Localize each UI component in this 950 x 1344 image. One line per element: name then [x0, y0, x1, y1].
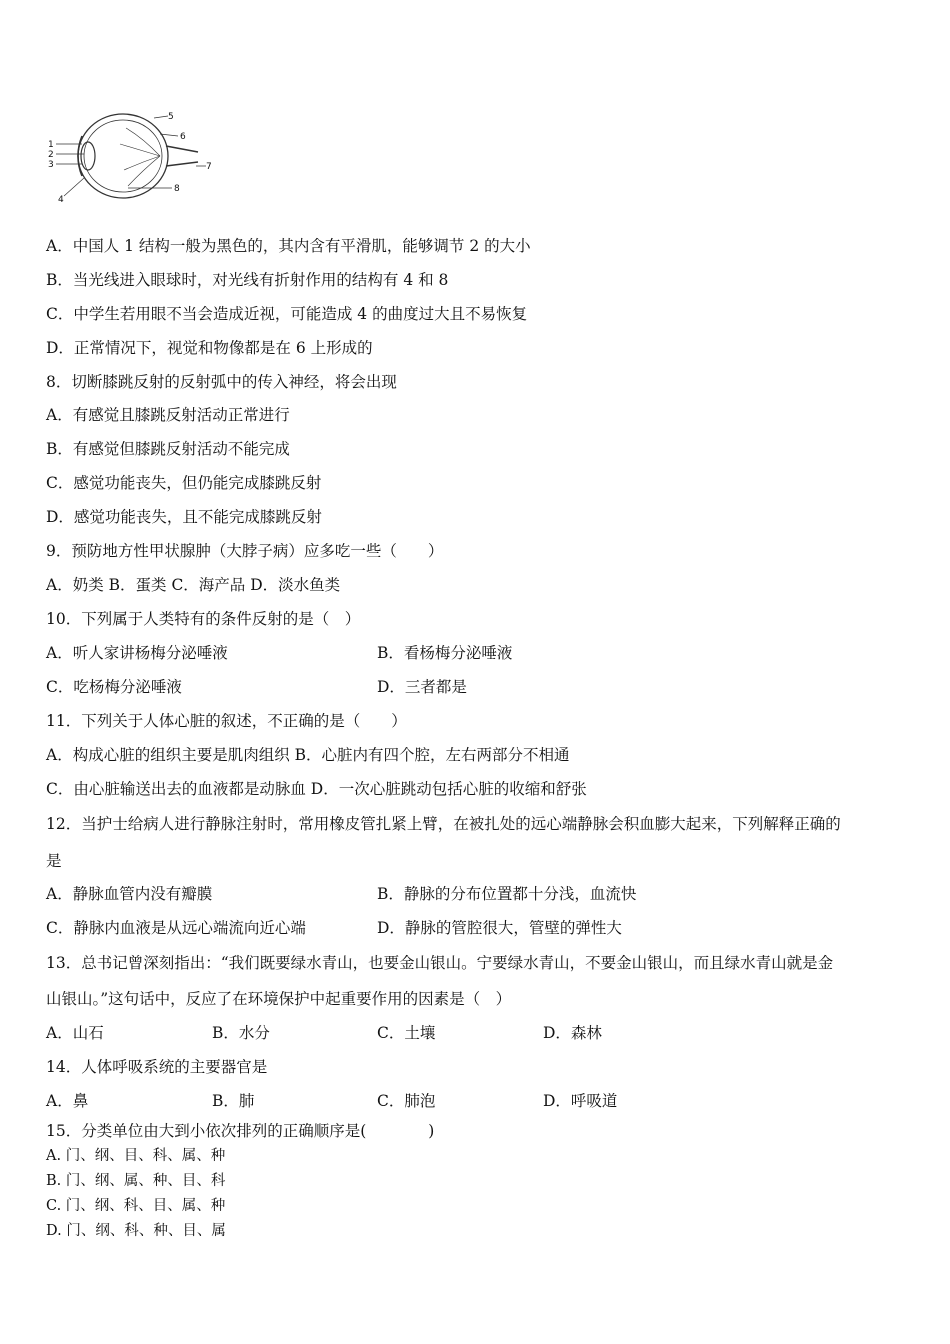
q8-option-b: B．有感觉但膝跳反射活动不能完成	[46, 440, 290, 458]
q14-option-b: B．肺	[212, 1092, 255, 1110]
q8-option-c: C．感觉功能丧失，但仍能完成膝跳反射	[46, 474, 322, 492]
q15-option-c: C. 门、纲、科、目、属、种	[46, 1198, 226, 1214]
q10-option-c: C．吃杨梅分泌唾液	[46, 678, 182, 696]
q14-stem: 14．人体呼吸系统的主要器官是	[46, 1058, 268, 1076]
q7-option-c: C．中学生若用眼不当会造成近视，可能造成 4 的曲度过大且不易恢复	[46, 305, 528, 323]
q13-option-d: D．森林	[543, 1024, 602, 1042]
q12-stem-line2: 是	[46, 852, 62, 870]
q12-option-a: A．静脉血管内没有瓣膜	[46, 885, 213, 903]
q8-stem: 8．切断膝跳反射的反射弧中的传入神经，将会出现	[46, 373, 397, 391]
q14-option-c: C．肺泡	[377, 1092, 436, 1110]
q8-option-d: D．感觉功能丧失，且不能完成膝跳反射	[46, 508, 322, 526]
q10-option-d: D．三者都是	[377, 678, 467, 696]
q10-option-a: A．听人家讲杨梅分泌唾液	[46, 644, 228, 662]
lens	[81, 142, 95, 170]
q7-option-a: A．中国人 1 结构一般为黑色的，其内含有平滑肌，能够调节 2 的大小	[46, 237, 531, 255]
label-1: 1	[48, 140, 54, 150]
label-2: 2	[48, 150, 54, 160]
label-3: 3	[48, 160, 54, 170]
q7-option-d: D．正常情况下，视觉和物像都是在 6 上形成的	[46, 339, 373, 357]
label-5: 5	[168, 112, 174, 122]
q12-option-b: B．静脉的分布位置都十分浅，血流快	[377, 885, 637, 903]
q14-option-d: D．呼吸道	[543, 1092, 618, 1110]
label-4: 4	[58, 195, 64, 205]
q15-stem: 15．分类单位由大到小依次排列的正确顺序是( )	[46, 1122, 435, 1140]
q12-option-d: D．静脉的管腔很大，管壁的弹性大	[377, 919, 622, 937]
q10-stem: 10．下列属于人类特有的条件反射的是（ ）	[46, 610, 361, 628]
optic-nerve	[166, 146, 198, 166]
q11-options-line2: C．由心脏输送出去的血液都是动脉血 D．一次心脏跳动包括心脏的收缩和舒张	[46, 780, 587, 798]
q7-option-b: B．当光线进入眼球时，对光线有折射作用的结构有 4 和 8	[46, 271, 449, 289]
q13-option-c: C．土壤	[377, 1024, 436, 1042]
q13-option-b: B．水分	[212, 1024, 270, 1042]
label-8: 8	[174, 184, 180, 194]
q12-option-c: C．静脉内血液是从远心端流向近心端	[46, 919, 306, 937]
q12-stem-line1: 12．当护士给病人进行静脉注射时，常用橡皮管扎紧上臂，在被扎处的远心端静脉会积血膨大起来，下列解释正确的	[46, 815, 841, 833]
q15-option-a: A. 门、纲、目、科、属、种	[46, 1148, 226, 1164]
q11-stem: 11．下列关于人体心脏的叙述，不正确的是（ ）	[46, 712, 407, 730]
q9-stem: 9．预防地方性甲状腺肿（大脖子病）应多吃一些（ ）	[46, 542, 444, 560]
q13-stem-line1: 13．总书记曾深刻指出：“我们既要绿水青山，也要金山银山。宁要绿水青山，不要金山银山，而且绿水青山就是金	[46, 954, 834, 972]
q10-option-b: B．看杨梅分泌唾液	[377, 644, 513, 662]
q13-stem-line2: 山银山。”这句话中，反应了在环境保护中起重要作用的因素是（ ）	[46, 990, 512, 1008]
q14-option-a: A．鼻	[46, 1092, 89, 1110]
label-7: 7	[206, 162, 212, 172]
q9-options: A．奶类 B．蛋类 C．海产品 D．淡水鱼类	[46, 576, 341, 594]
eye-diagram	[48, 108, 218, 208]
eyeball-outline	[78, 114, 168, 198]
q11-options-line1: A．构成心脏的组织主要是肌肉组织 B．心脏内有四个腔，左右两部分不相通	[46, 746, 570, 764]
q13-option-a: A．山石	[46, 1024, 104, 1042]
q15-option-d: D. 门、纲、科、种、目、属	[46, 1223, 226, 1239]
label-6: 6	[180, 132, 186, 142]
q8-option-a: A．有感觉且膝跳反射活动正常进行	[46, 406, 290, 424]
q15-option-b: B. 门、纲、属、种、目、科	[46, 1173, 226, 1189]
